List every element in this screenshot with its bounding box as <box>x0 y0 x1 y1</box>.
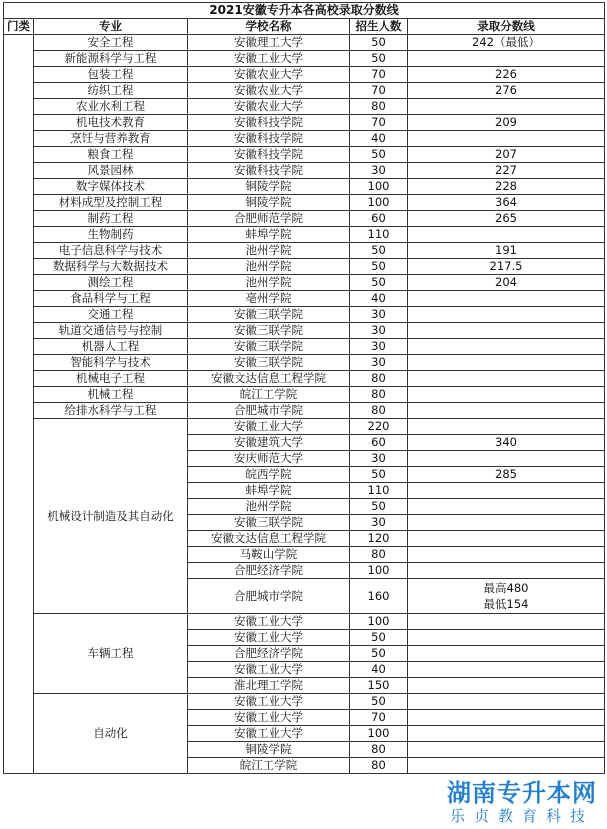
quota-cell: 50 <box>350 499 408 515</box>
school-cell: 安徽建筑大学 <box>188 435 350 451</box>
score-cell: 364 <box>408 195 605 211</box>
watermark-main-text: 湖南专升本网 <box>447 779 597 807</box>
score-cell <box>408 371 605 387</box>
score-cell <box>408 291 605 307</box>
school-cell: 池州学院 <box>188 275 350 291</box>
school-cell: 铜陵学院 <box>188 195 350 211</box>
school-cell: 安徽科技学院 <box>188 147 350 163</box>
major-cell: 粮食工程 <box>34 147 188 163</box>
score-cell <box>408 614 605 630</box>
header-quota: 招生人数 <box>350 19 408 35</box>
score-cell: 191 <box>408 243 605 259</box>
table-title: 2021安徽专升本各高校录取分数线 <box>4 3 605 19</box>
table-row <box>4 35 605 51</box>
table-row <box>4 195 605 211</box>
school-cell: 皖江工学院 <box>188 758 350 774</box>
table-row <box>4 227 605 243</box>
school-cell: 安徽工业大学 <box>188 694 350 710</box>
score-cell <box>408 531 605 547</box>
table-row <box>4 403 605 419</box>
score-cell: 242（最低） <box>408 35 605 51</box>
quota-cell: 50 <box>350 35 408 51</box>
quota-cell: 100 <box>350 195 408 211</box>
table-row <box>4 83 605 99</box>
score-cell: 209 <box>408 115 605 131</box>
header-category: 门类 <box>4 19 34 35</box>
quota-cell: 100 <box>350 563 408 579</box>
quota-cell: 60 <box>350 435 408 451</box>
score-cell <box>408 630 605 646</box>
score-cell <box>408 547 605 563</box>
school-cell: 安徽工业大学 <box>188 614 350 630</box>
table-row <box>4 355 605 371</box>
score-cell <box>408 227 605 243</box>
score-cell <box>408 99 605 115</box>
quota-cell: 160 <box>350 579 408 614</box>
score-cell <box>408 403 605 419</box>
quota-cell: 70 <box>350 115 408 131</box>
major-cell: 数字媒体技术 <box>34 179 188 195</box>
quota-cell: 110 <box>350 483 408 499</box>
table-row <box>4 243 605 259</box>
table-row <box>4 179 605 195</box>
score-cell <box>408 387 605 403</box>
table-row <box>4 131 605 147</box>
table-row <box>4 419 605 435</box>
score-cell <box>408 339 605 355</box>
quota-cell: 80 <box>350 99 408 115</box>
table-row <box>4 291 605 307</box>
school-cell: 池州学院 <box>188 259 350 275</box>
score-cell: 204 <box>408 275 605 291</box>
table-row <box>4 323 605 339</box>
major-cell: 机电技术教育 <box>34 115 188 131</box>
school-cell: 合肥城市学院 <box>188 403 350 419</box>
table-row <box>4 259 605 275</box>
table-body <box>4 35 605 774</box>
school-cell: 安徽科技学院 <box>188 163 350 179</box>
school-cell: 合肥城市学院 <box>188 579 350 614</box>
table-row <box>4 387 605 403</box>
watermark-sub-text: 乐贞教育科技 <box>449 807 594 825</box>
quota-cell: 100 <box>350 614 408 630</box>
major-cell: 包装工程 <box>34 67 188 83</box>
quota-cell: 30 <box>350 163 408 179</box>
major-cell: 食品科学与工程 <box>34 291 188 307</box>
school-cell: 合肥师范学院 <box>188 211 350 227</box>
major-cell: 测绘工程 <box>34 275 188 291</box>
quota-cell: 80 <box>350 387 408 403</box>
header-school: 学校名称 <box>188 19 350 35</box>
score-cell <box>408 515 605 531</box>
quota-cell: 30 <box>350 307 408 323</box>
school-cell: 皖江工学院 <box>188 387 350 403</box>
major-cell: 机械工程 <box>34 387 188 403</box>
major-cell: 安全工程 <box>34 35 188 51</box>
school-cell: 淮北理工学院 <box>188 678 350 694</box>
table-row <box>4 371 605 387</box>
quota-cell: 50 <box>350 259 408 275</box>
quota-cell: 150 <box>350 678 408 694</box>
table-row <box>4 147 605 163</box>
school-cell: 安徽三联学院 <box>188 323 350 339</box>
school-cell: 池州学院 <box>188 499 350 515</box>
school-cell: 安徽农业大学 <box>188 83 350 99</box>
table-row <box>4 307 605 323</box>
score-cell <box>408 483 605 499</box>
score-cell <box>408 323 605 339</box>
table-row <box>4 211 605 227</box>
score-cell <box>408 726 605 742</box>
major-cell: 农业水利工程 <box>34 99 188 115</box>
quota-cell: 30 <box>350 323 408 339</box>
quota-cell: 50 <box>350 694 408 710</box>
quota-cell: 80 <box>350 758 408 774</box>
school-cell: 蚌埠学院 <box>188 227 350 243</box>
major-cell: 车辆工程 <box>34 614 188 694</box>
quota-cell: 30 <box>350 355 408 371</box>
score-cell <box>408 419 605 435</box>
score-cell <box>408 579 605 614</box>
category-cell <box>4 35 34 774</box>
score-cell: 276 <box>408 83 605 99</box>
school-cell: 亳州学院 <box>188 291 350 307</box>
school-cell: 安徽农业大学 <box>188 99 350 115</box>
table-row <box>4 99 605 115</box>
quota-cell: 30 <box>350 451 408 467</box>
quota-cell: 80 <box>350 403 408 419</box>
score-cell <box>408 563 605 579</box>
major-cell: 纺织工程 <box>34 83 188 99</box>
major-cell: 自动化 <box>34 694 188 774</box>
major-cell: 新能源科学与工程 <box>34 51 188 67</box>
school-cell: 马鞍山学院 <box>188 547 350 563</box>
quota-cell: 50 <box>350 646 408 662</box>
major-cell: 交通工程 <box>34 307 188 323</box>
school-cell: 安徽科技学院 <box>188 131 350 147</box>
table-row <box>4 339 605 355</box>
score-cell: 228 <box>408 179 605 195</box>
school-cell: 皖西学院 <box>188 467 350 483</box>
school-cell: 安徽工业大学 <box>188 662 350 678</box>
table-row <box>4 694 605 710</box>
score-line-high: 最高480 <box>483 581 529 595</box>
quota-cell: 50 <box>350 147 408 163</box>
quota-cell: 120 <box>350 531 408 547</box>
school-cell: 合肥经济学院 <box>188 563 350 579</box>
school-cell: 安徽工业大学 <box>188 419 350 435</box>
quota-cell: 80 <box>350 742 408 758</box>
school-cell: 安徽工业大学 <box>188 51 350 67</box>
table-row <box>4 67 605 83</box>
admission-score-table <box>3 2 605 774</box>
school-cell: 安徽三联学院 <box>188 307 350 323</box>
school-cell: 铜陵学院 <box>188 179 350 195</box>
score-line-low: 最低154 <box>483 597 529 611</box>
quota-cell: 110 <box>350 227 408 243</box>
quota-cell: 100 <box>350 726 408 742</box>
major-cell: 数据科学与大数据技术 <box>34 259 188 275</box>
header-major: 专业 <box>34 19 188 35</box>
score-cell <box>408 51 605 67</box>
score-cell <box>408 678 605 694</box>
score-cell <box>408 710 605 726</box>
score-cell <box>408 742 605 758</box>
major-cell: 制药工程 <box>34 211 188 227</box>
score-cell <box>408 662 605 678</box>
score-cell <box>408 131 605 147</box>
school-cell: 池州学院 <box>188 243 350 259</box>
quota-cell: 100 <box>350 179 408 195</box>
school-cell: 安徽科技学院 <box>188 115 350 131</box>
school-cell: 安徽工业大学 <box>188 630 350 646</box>
quota-cell: 70 <box>350 83 408 99</box>
score-cell <box>408 355 605 371</box>
major-cell: 机械电子工程 <box>34 371 188 387</box>
score-cell <box>408 499 605 515</box>
score-cell: 340 <box>408 435 605 451</box>
school-cell: 安徽工业大学 <box>188 710 350 726</box>
quota-cell: 70 <box>350 710 408 726</box>
school-cell: 安徽理工大学 <box>188 35 350 51</box>
quota-cell: 220 <box>350 419 408 435</box>
school-cell: 安徽三联学院 <box>188 355 350 371</box>
table-row <box>4 163 605 179</box>
quota-cell: 50 <box>350 630 408 646</box>
school-cell: 安徽三联学院 <box>188 339 350 355</box>
table-row <box>4 115 605 131</box>
major-cell: 机器人工程 <box>34 339 188 355</box>
quota-cell: 40 <box>350 662 408 678</box>
quota-cell: 50 <box>350 275 408 291</box>
score-cell: 285 <box>408 467 605 483</box>
score-cell <box>408 307 605 323</box>
school-cell: 安徽工业大学 <box>188 726 350 742</box>
major-cell: 风景园林 <box>34 163 188 179</box>
school-cell: 蚌埠学院 <box>188 483 350 499</box>
school-cell: 安徽三联学院 <box>188 515 350 531</box>
watermark-logo <box>443 777 601 827</box>
quota-cell: 50 <box>350 467 408 483</box>
quota-cell: 50 <box>350 51 408 67</box>
school-cell: 安徽农业大学 <box>188 67 350 83</box>
score-cell <box>408 758 605 774</box>
table-row <box>4 51 605 67</box>
quota-cell: 80 <box>350 547 408 563</box>
quota-cell: 40 <box>350 131 408 147</box>
major-cell: 轨道交通信号与控制 <box>34 323 188 339</box>
score-cell <box>408 694 605 710</box>
header-score: 录取分数线 <box>408 19 605 35</box>
score-cell: 207 <box>408 147 605 163</box>
school-cell: 合肥经济学院 <box>188 646 350 662</box>
quota-cell: 70 <box>350 67 408 83</box>
quota-cell: 30 <box>350 515 408 531</box>
score-cell: 226 <box>408 67 605 83</box>
score-cell <box>408 646 605 662</box>
school-cell: 安徽文达信息工程学院 <box>188 531 350 547</box>
table-row <box>4 614 605 630</box>
quota-cell: 40 <box>350 291 408 307</box>
quota-cell: 50 <box>350 243 408 259</box>
major-cell: 材料成型及控制工程 <box>34 195 188 211</box>
quota-cell: 60 <box>350 211 408 227</box>
major-cell: 智能科学与技术 <box>34 355 188 371</box>
score-cell: 227 <box>408 163 605 179</box>
major-cell: 烹饪与营养教育 <box>34 131 188 147</box>
major-cell: 机械设计制造及其自动化 <box>34 419 188 614</box>
score-cell <box>408 451 605 467</box>
score-cell: 265 <box>408 211 605 227</box>
school-cell: 安庆师范大学 <box>188 451 350 467</box>
table-row <box>4 275 605 291</box>
major-cell: 生物制药 <box>34 227 188 243</box>
quota-cell: 30 <box>350 339 408 355</box>
major-cell: 给排水科学与工程 <box>34 403 188 419</box>
quota-cell: 80 <box>350 371 408 387</box>
score-cell: 217.5 <box>408 259 605 275</box>
school-cell: 铜陵学院 <box>188 742 350 758</box>
major-cell: 电子信息科学与技术 <box>34 243 188 259</box>
school-cell: 安徽文达信息工程学院 <box>188 371 350 387</box>
